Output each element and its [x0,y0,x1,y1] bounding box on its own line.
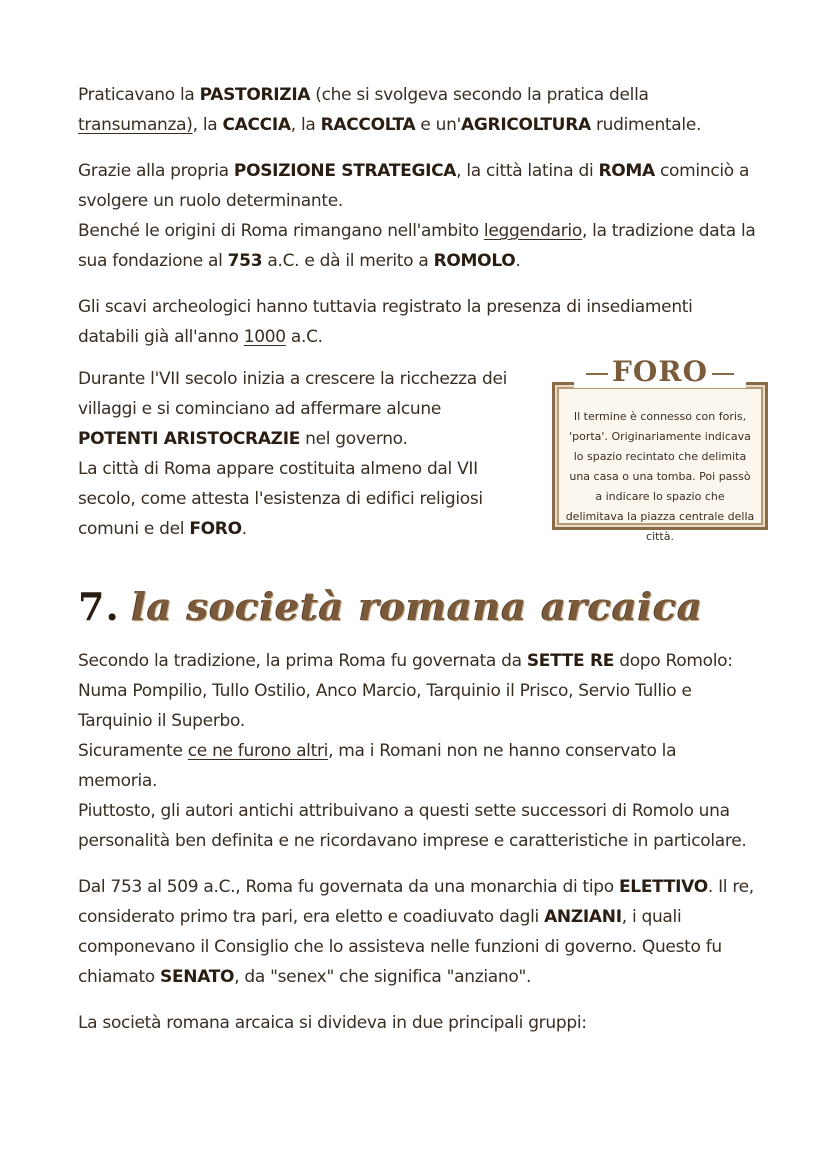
keyword-elettivo: ELETTIVO [618,877,708,897]
foro-definition-box [552,355,768,543]
section-number: 7. [78,583,120,629]
paragraph-sette-re: Secondo la tradizione, la prima Roma fu governata da SETTE RE dopo Romolo: Numa Pompilio, Tullo Ostilio, Anco Marcio, Tarquinio il Prisco, Servio Tullio e Tarquinio il Superbo. [78,651,733,731]
keyword-agricoltura: AGRICOLTURA [461,115,591,135]
paragraph-origini: Benché le origini di Roma rimangano nell'ambito leggendario, la tradizione data la sua fondazione al 753 a.C. e dà il merito a ROMOLO. [78,221,756,271]
section-title: la società romana arcaica [131,583,704,629]
paragraph-successori: Piuttosto, gli autori antichi attribuivano a questi sette successori di Romolo una personalità ben definita e ne ricordavano imprese e caratteristiche in particolare. [78,801,747,851]
foro-box-text: Il termine è connesso con foris, 'porta'. Originariamente indicava lo spazio recintato che delimita una casa o una tomba. Poi passò a indicare lo spazio che delimitava la piazza centrale della città. [565,410,755,543]
keyword-posizione-strategica: POSIZIONE STRATEGICA [233,161,457,181]
keyword-romolo: ROMOLO [433,251,516,271]
keyword-senato: SENATO [160,967,235,987]
keyword-pastorizia: PASTORIZIA [199,85,311,105]
paragraph-posizione: Grazie alla propria POSIZIONE STRATEGICA, la città latina di ROMA cominciò a svolgere un ruolo determinante. [78,161,750,211]
underlined-transumanza: transumanza) [78,115,193,135]
keyword-sette-re: SETTE RE [526,651,615,671]
title-ornament-left [586,373,608,375]
section-heading [78,578,758,634]
foro-box-title: FORO [574,355,746,388]
foro-section [78,355,758,544]
paragraph-aristocrazie: Durante l'VII secolo inizia a crescere la ricchezza dei villaggi e si cominciano ad affermare alcune POTENTI ARISTOCRAZIE nel governo. [78,369,508,449]
keyword-753: 753 [227,251,263,271]
underlined-1000: 1000 [243,327,286,347]
paragraph-altri-re: Sicuramente ce ne furono altri, ma i Romani non ne hanno conservato la memoria. [78,741,677,791]
paragraph-monarchia: Dal 753 al 509 a.C., Roma fu governata da una monarchia di tipo ELETTIVO. Il re, considerato primo tra pari, era eletto e coadiuvato dagli ANZIANI, i quali componevano il Consiglio che lo assisteva nelle funzioni di governo. Questo fu chiamato SENATO, da "senex" che significa "anziano". [78,877,754,987]
title-ornament-right [712,373,734,375]
underlined-altri: ce ne furono altri [187,741,329,761]
keyword-anziani: ANZIANI [544,907,622,927]
foro-section-text [78,364,523,544]
underlined-leggendario: leggendario [483,221,582,241]
document-page [78,80,758,1038]
paragraph-gruppi: La società romana arcaica si divideva in due principali gruppi: [78,1013,587,1033]
paragraph-attivita: Praticavano la PASTORIZIA (che si svolgeva secondo la pratica della transumanza), la CACCIA, la RACCOLTA e un'AGRICOLTURA rudimentale. [78,85,702,135]
paragraph-citta: La città di Roma appare costituita almeno dal VII secolo, come attesta l'esistenza di edifici religiosi comuni e del FORO. [78,459,483,539]
keyword-raccolta: RACCOLTA [320,115,416,135]
keyword-roma: ROMA [598,161,655,181]
keyword-caccia: CACCIA [222,115,291,135]
keyword-potenti-aristocrazie: POTENTI ARISTOCRAZIE [78,429,301,449]
paragraph-scavi: Gli scavi archeologici hanno tuttavia registrato la presenza di insediamenti databili già all'anno 1000 a.C. [78,297,693,347]
keyword-foro: FORO [189,519,242,539]
